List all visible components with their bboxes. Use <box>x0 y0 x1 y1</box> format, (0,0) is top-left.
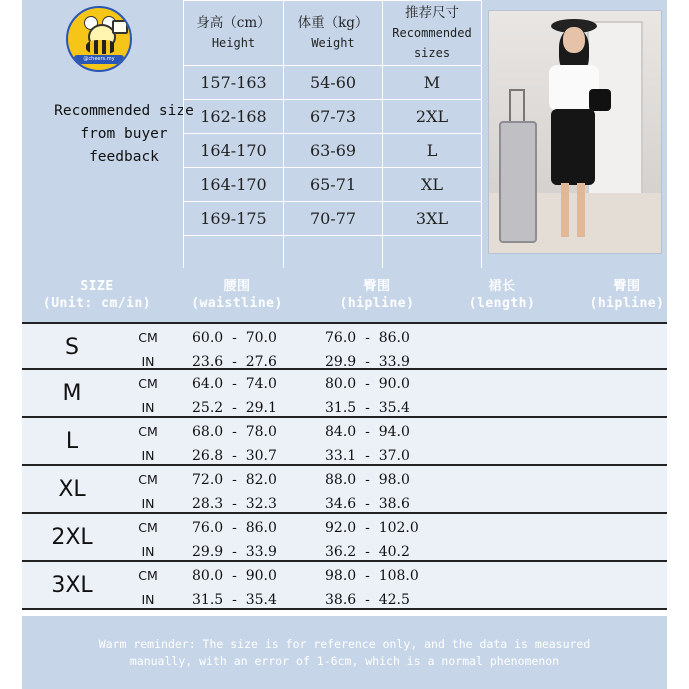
warm-reminder-line2: manually, with an error of 1-6cm, which is a normal phenomenon <box>129 654 560 668</box>
suitcase-shape <box>499 121 537 243</box>
hip-cm-value: 80.0 - 90.0 <box>325 376 410 392</box>
hip-cm-value: 92.0 - 102.0 <box>325 520 419 536</box>
unit-cm-label: CM <box>138 376 158 391</box>
hip-in-value: 34.6 - 38.6 <box>325 496 410 512</box>
logo-text: @cheers.my <box>74 55 124 64</box>
recommended-size-header-cn: 推荐尺寸 <box>405 5 459 21</box>
table-row <box>22 466 667 514</box>
size-chart-header <box>22 268 667 322</box>
waist-cm-value: 60.0 - 70.0 <box>192 330 277 346</box>
hipline-column-header-2 <box>587 278 667 312</box>
size-chart-body <box>22 322 667 610</box>
size-cell <box>383 236 482 270</box>
size-column-header-line1: SIZE <box>80 279 114 294</box>
table-row <box>184 100 482 134</box>
height-header-en: Height <box>211 36 256 50</box>
recommended-size-label <box>44 100 204 169</box>
weight-cell: 70-77 <box>284 202 383 236</box>
table-row <box>184 202 482 236</box>
weight-cell: 65-71 <box>284 168 383 202</box>
unit-in-label: IN <box>141 448 155 463</box>
unit-cm-label: CM <box>138 520 158 535</box>
waistline-column-header-line2: (waistline) <box>191 296 283 311</box>
size-column-header <box>22 278 172 312</box>
size-name: L <box>65 428 79 454</box>
height-cell <box>184 236 284 270</box>
unit-cm-label: CM <box>138 424 158 439</box>
hipline-column-header-2-line1: 臀围 <box>613 279 641 294</box>
waistline-column-header-line1: 腰围 <box>223 279 251 294</box>
table-row <box>22 418 667 466</box>
waistline-column-header <box>187 278 287 312</box>
recommended-size-line: feedback <box>89 149 159 165</box>
size-cell: 3XL <box>383 202 482 236</box>
hip-cm-value: 88.0 - 98.0 <box>325 472 410 488</box>
table-row <box>22 322 667 370</box>
door-shape <box>587 21 643 205</box>
cart-icon <box>112 20 128 34</box>
size-cell: M <box>383 66 482 100</box>
recommended-size-header-en: Recommended sizes <box>392 26 472 60</box>
size-name: M <box>62 380 82 406</box>
height-weight-table <box>183 0 482 270</box>
unit-in-label: IN <box>141 496 155 511</box>
weight-cell: 63-69 <box>284 134 383 168</box>
warm-reminder <box>22 616 667 689</box>
size-cell: L <box>383 134 482 168</box>
unit-cm-label: CM <box>138 330 158 345</box>
handbag-shape <box>589 89 611 111</box>
hipline-column-header <box>327 278 427 312</box>
height-header <box>184 1 284 66</box>
table-row <box>22 514 667 562</box>
height-cell: 157-163 <box>184 66 284 100</box>
hip-cm-value: 84.0 - 94.0 <box>325 424 410 440</box>
height-weight-header-row <box>184 1 482 66</box>
table-row <box>22 370 667 418</box>
height-cell: 164-170 <box>184 134 284 168</box>
unit-in-label: IN <box>141 592 155 607</box>
length-column-header-line2: (length) <box>468 296 536 311</box>
hipline-column-header-line2: (hipline) <box>339 296 415 311</box>
waist-cm-value: 80.0 - 90.0 <box>192 568 277 584</box>
skirt-shape <box>551 109 595 185</box>
height-cell: 162-168 <box>184 100 284 134</box>
weight-cell: 67-73 <box>284 100 383 134</box>
leg-shape <box>577 183 585 237</box>
head-shape <box>563 27 585 53</box>
hip-in-value: 29.9 - 33.9 <box>325 354 410 370</box>
weight-header-en: Weight <box>311 36 355 50</box>
length-column-header <box>457 278 547 312</box>
hip-cm-value: 76.0 - 86.0 <box>325 330 410 346</box>
waist-cm-value: 76.0 - 86.0 <box>192 520 277 536</box>
table-row <box>184 134 482 168</box>
hip-cm-value: 98.0 - 108.0 <box>325 568 419 584</box>
height-cell: 169-175 <box>184 202 284 236</box>
waist-in-value: 29.9 - 33.9 <box>192 544 277 560</box>
leg-shape <box>561 183 569 237</box>
model-photo <box>488 10 662 254</box>
unit-in-label: IN <box>141 400 155 415</box>
suitcase-handle-shape <box>509 89 525 125</box>
weight-header-cn: 体重（kg） <box>297 15 369 31</box>
height-header-cn: 身高（cm） <box>196 15 271 31</box>
size-cell: XL <box>383 168 482 202</box>
recommended-size-line: Recommended size <box>54 103 194 119</box>
waist-cm-value: 68.0 - 78.0 <box>192 424 277 440</box>
table-row <box>184 66 482 100</box>
unit-cm-label: CM <box>138 472 158 487</box>
unit-in-label: IN <box>141 354 155 369</box>
size-column-header-line2: (Unit: cm/in) <box>42 296 152 311</box>
table-row <box>22 562 667 610</box>
size-name: 2XL <box>51 524 93 550</box>
height-cell: 164-170 <box>184 168 284 202</box>
waist-in-value: 28.3 - 32.3 <box>192 496 277 512</box>
waist-in-value: 25.2 - 29.1 <box>192 400 277 416</box>
size-name: 3XL <box>51 572 93 598</box>
recommended-size-line: from buyer <box>80 126 168 142</box>
unit-in-label: IN <box>141 544 155 559</box>
warm-reminder-line1: Warm reminder: The size is for reference only, and the data is measured <box>98 637 591 651</box>
table-row <box>184 236 482 270</box>
length-column-header-line1: 裙长 <box>488 279 516 294</box>
hipline-column-header-2-line2: (hipline) <box>589 296 665 311</box>
size-name: XL <box>58 476 86 502</box>
bee-logo-icon <box>66 6 132 72</box>
hipline-column-header-line1: 臀围 <box>363 279 391 294</box>
weight-header <box>284 1 383 66</box>
hip-in-value: 36.2 - 40.2 <box>325 544 410 560</box>
weight-cell <box>284 236 383 270</box>
hip-in-value: 38.6 - 42.5 <box>325 592 410 608</box>
waist-in-value: 23.6 - 27.6 <box>192 354 277 370</box>
hip-in-value: 31.5 - 35.4 <box>325 400 410 416</box>
size-name: S <box>65 334 79 360</box>
bee-stripe-icon <box>86 40 116 54</box>
recommended-size-header <box>383 1 482 66</box>
table-row <box>184 168 482 202</box>
size-cell: 2XL <box>383 100 482 134</box>
waist-cm-value: 64.0 - 74.0 <box>192 376 277 392</box>
waist-cm-value: 72.0 - 82.0 <box>192 472 277 488</box>
unit-cm-label: CM <box>138 568 158 583</box>
waist-in-value: 31.5 - 35.4 <box>192 592 277 608</box>
waist-in-value: 26.8 - 30.7 <box>192 448 277 464</box>
weight-cell: 54-60 <box>284 66 383 100</box>
hip-in-value: 33.1 - 37.0 <box>325 448 410 464</box>
